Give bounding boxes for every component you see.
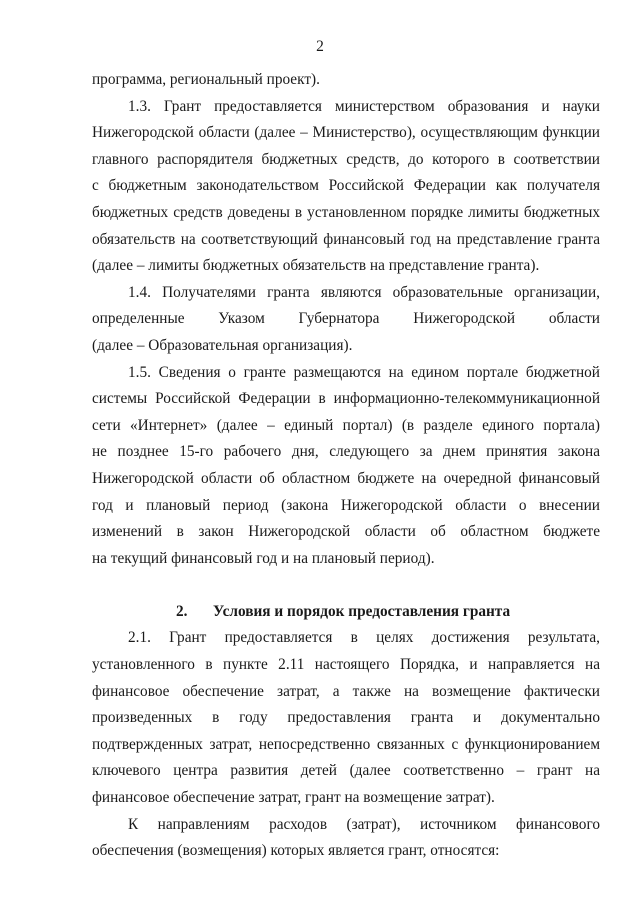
page-number: 2 xyxy=(316,38,324,55)
text-line: 1.5. Сведения о гранте размещаются на едином портале бюджетной xyxy=(128,363,600,381)
text-line: финансовое обеспечение затрат, а также на возмещение фактически xyxy=(92,682,600,700)
text-line: Нижегородской области об областном бюджете на очередной финансовый xyxy=(92,469,600,487)
section-number: 2. xyxy=(176,602,188,620)
text-line: на текущий финансовый год и на плановый период). xyxy=(92,549,435,567)
text-line: системы Российской Федерации в информационно-телекоммуникационной xyxy=(92,390,600,408)
text-line: финансовое обеспечение затрат, грант на возмещение затрат). xyxy=(92,789,495,807)
text-line: определенные Указом Губернатора Нижегородской области xyxy=(92,310,600,328)
text-line: (далее – Образовательная организация). xyxy=(92,336,353,354)
text-line: год и плановый период (закона Нижегородской области о внесении xyxy=(92,496,600,514)
section-title: Условия и порядок предоставления гранта xyxy=(213,602,511,620)
text-line: бюджетных средств доведены в установленном порядке лимиты бюджетных xyxy=(92,203,600,221)
text-line: ключевого центра развития детей (далее соответственно – грант на xyxy=(92,762,600,780)
section-heading xyxy=(92,599,600,626)
text-line: (далее – лимиты бюджетных обязательств на представление гранта). xyxy=(92,257,540,275)
text-line: не позднее 15-го рабочего дня, следующего за днем принятия закона xyxy=(92,443,600,461)
text-line: программа, региональный проект). xyxy=(92,71,320,88)
text-line: 1.4. Получателями гранта являются образовательные организации, xyxy=(128,283,600,301)
text-line: Нижегородской области (далее – Министерство), осуществляющим функции xyxy=(92,124,600,142)
text-line: 1.3. Грант предоставляется министерством образования и науки xyxy=(128,97,600,115)
text-line: подтвержденных затрат, непосредственно связанных с функционированием xyxy=(92,735,600,753)
text-line: изменений в закон Нижегородской области об областном бюджете xyxy=(92,523,600,541)
document-body xyxy=(92,67,600,865)
text-line: 2.1. Грант предоставляется в целях достижения результата, xyxy=(128,629,600,647)
text-line: К направлениям расходов (затрат), источником финансового xyxy=(128,815,600,833)
text-line: произведенных в году предоставления гранта и документально xyxy=(92,709,600,727)
text-line: обеспечения (возмещения) которых является грант, относятся: xyxy=(92,842,500,860)
text-line: сети «Интернет» (далее – единый портал) (в разделе единого портала) xyxy=(92,416,600,434)
paragraph-gap xyxy=(92,572,600,599)
text-line: с бюджетным законодательством Российской Федерации как получателя xyxy=(92,177,600,195)
text-line: установленного в пункте 2.11 настоящего Порядка, и направляется на xyxy=(92,656,600,674)
text-line: обязательств на соответствующий финансовый год на представление гранта xyxy=(92,230,600,248)
text-line: главного распорядителя бюджетных средств, до которого в соответствии xyxy=(92,150,600,168)
